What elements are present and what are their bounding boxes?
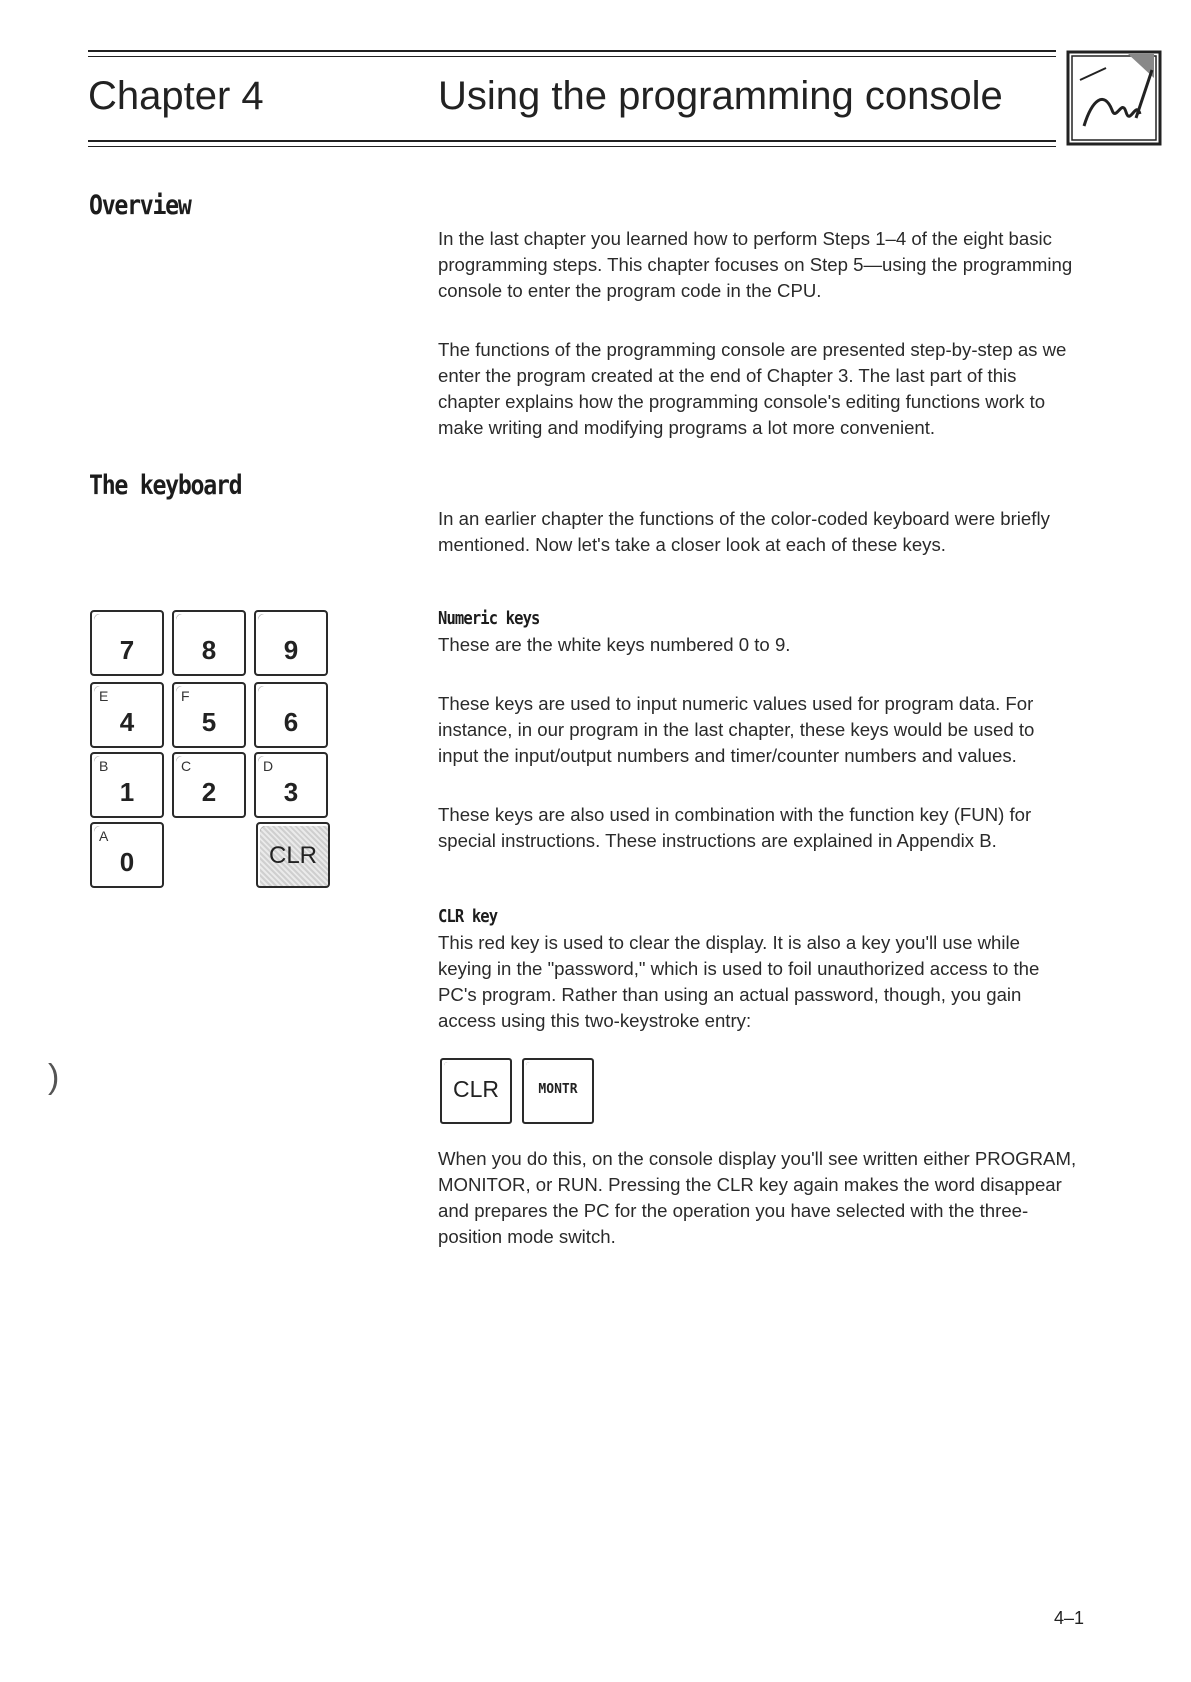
keyboard-heading: The keyboard — [89, 470, 242, 501]
numeric-keys-paragraph-3: These keys are also used in combination with the function key (FUN) for special instructions. These instructions are explained in Appendix B. — [438, 804, 1032, 851]
page-number: 4–1 — [1054, 1608, 1085, 1628]
key-6 — [254, 682, 328, 748]
numeric-keys-heading: Numeric keys — [438, 608, 540, 629]
key-letter: A — [99, 828, 109, 844]
overview-paragraph-1: In the last chapter you learned how to perform Steps 1–4 of the eight basic programming steps. This chapter focuses on Step 5—using the programming console to enter the program code in the CPU. — [438, 228, 1073, 301]
key-digit: 2 — [201, 777, 217, 807]
clr-sequence-key — [440, 1058, 512, 1124]
key-letter: E — [99, 688, 109, 704]
clr-key-text-2 — [438, 1146, 1078, 1250]
key-digit: 3 — [283, 777, 299, 807]
key-0 — [90, 822, 164, 888]
key-4 — [90, 682, 164, 748]
chapter-title: Using the programming console — [438, 74, 1003, 118]
key-digit: 5 — [201, 707, 217, 737]
overview-text — [438, 226, 1078, 441]
key-digit: 6 — [283, 707, 299, 737]
montr-sequence-key-label: MONTR — [538, 1082, 578, 1097]
key-1 — [90, 752, 164, 818]
keyboard-intro-paragraph: In an earlier chapter the functions of the color-coded keyboard were briefly mentioned. Now let's take a closer look at each of these keys. — [438, 508, 1050, 555]
key-clr — [256, 822, 330, 888]
key-9 — [254, 610, 328, 676]
chapter-label: Chapter 4 — [88, 74, 264, 118]
numeric-keys-paragraph-1: These are the white keys numbered 0 to 9. — [438, 634, 791, 655]
key-digit: 0 — [119, 847, 135, 877]
hand-writing-icon — [1066, 50, 1162, 146]
clr-key-paragraph-2: When you do this, on the console display you'll see written either PROGRAM, MONITOR, or RUN. Pressing the CLR key again makes the word disappear and prepares the PC for the operation you have selected with the three-position mode switch. — [438, 1148, 1077, 1247]
clr-key-heading: CLR key — [438, 906, 498, 927]
clr-key-text — [438, 930, 1078, 1034]
clr-sequence-key-label: CLR — [452, 1076, 499, 1102]
header-bottom-rule — [88, 140, 1056, 142]
key-digit: 7 — [119, 635, 135, 665]
key-letter: B — [99, 758, 109, 774]
key-2 — [172, 752, 246, 818]
key-8 — [172, 610, 246, 676]
key-digit: 9 — [283, 635, 299, 665]
key-digit: 1 — [119, 777, 135, 807]
overview-paragraph-2: The functions of the programming console are presented step-by-step as we enter the program created at the end of Chapter 3. The last part of this chapter explains how the programming console's editing functions work to make writing and modifying programs a lot more convenient. — [438, 339, 1067, 438]
montr-sequence-key — [522, 1058, 594, 1124]
key-3 — [254, 752, 328, 818]
header-bottom-rule-thin — [88, 146, 1056, 147]
numeric-keys-paragraph-2: These keys are used to input numeric values used for program data. For instance, in our program in the last chapter, these keys would be used to input the input/output numbers and timer/counter numbers and values. — [438, 693, 1035, 766]
key-letter: D — [263, 758, 274, 774]
key-clr-label: CLR — [268, 842, 317, 869]
key-5 — [172, 682, 246, 748]
header-top-rule — [88, 50, 1056, 52]
margin-mark: ) — [48, 1058, 60, 1096]
key-digit: 8 — [201, 635, 217, 665]
header-top-rule-thin — [88, 56, 1056, 57]
overview-heading: Overview — [89, 190, 191, 221]
key-digit: 4 — [119, 707, 135, 737]
key-7 — [90, 610, 164, 676]
numeric-keys-text — [438, 632, 1078, 854]
key-letter: F — [181, 688, 190, 704]
key-letter: C — [181, 758, 192, 774]
keyboard-intro — [438, 506, 1078, 558]
clr-key-paragraph-1: This red key is used to clear the display. It is also a key you'll use while keying in the "password," which is used to foil unauthorized access to the PC's program. Rather than using an actual password, though, you gain access using this two-keystroke entry: — [438, 932, 1040, 1031]
